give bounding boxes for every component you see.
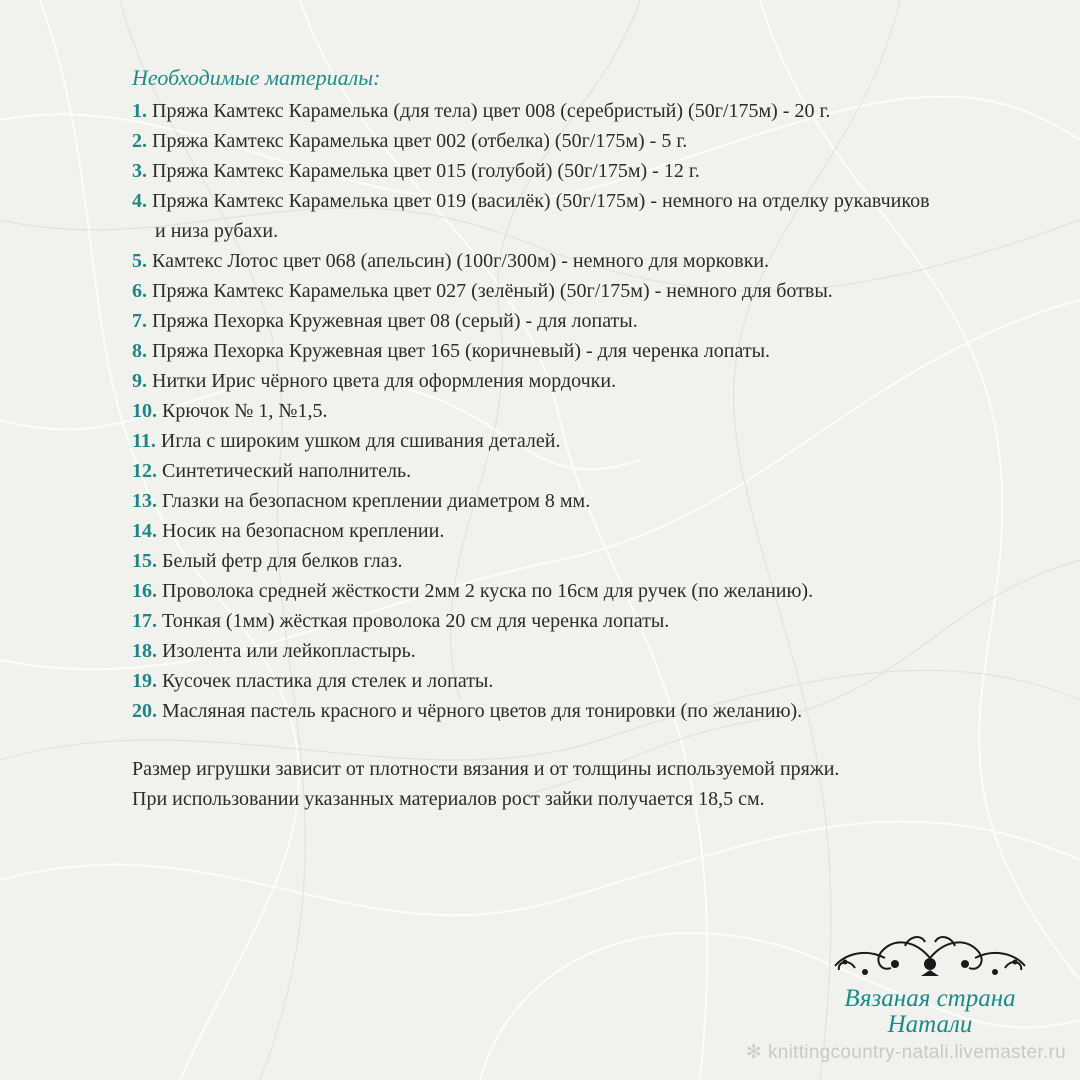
material-item-number: 15. bbox=[132, 550, 157, 572]
material-item bbox=[132, 696, 932, 726]
material-item-text: Пряжа Камтекс Карамелька (для тела) цвет 008 (серебристый) (50г/175м) - 20 г. bbox=[152, 100, 831, 122]
floral-ornament-icon bbox=[825, 928, 1035, 986]
material-item-number: 12. bbox=[132, 460, 157, 482]
material-item-text: Крючок № 1, №1,5. bbox=[162, 400, 328, 422]
material-item-text: Пряжа Камтекс Карамелька цвет 027 (зелёный) (50г/175м) - немного для ботвы. bbox=[152, 280, 833, 302]
material-item bbox=[132, 636, 932, 666]
material-item-text: Синтетический наполнитель. bbox=[162, 460, 412, 482]
material-item bbox=[132, 336, 932, 366]
material-item-text: Игла с широким ушком для сшивания деталей. bbox=[160, 430, 561, 452]
height-note: При использовании указанных материалов рост зайки получается 18,5 см. bbox=[132, 788, 765, 810]
material-item-number: 9. bbox=[132, 370, 147, 392]
material-item-text: Камтекс Лотос цвет 068 (апельсин) (100г/300м) - немного для морковки. bbox=[152, 250, 770, 272]
material-item-number: 11. bbox=[132, 430, 156, 452]
brand-logo bbox=[820, 928, 1040, 1046]
material-item-number: 2. bbox=[132, 130, 147, 152]
material-item-number: 5. bbox=[132, 250, 147, 272]
material-item-text: Глазки на безопасном креплении диаметром 8 мм. bbox=[162, 490, 591, 512]
materials-heading: Необходимые материалы: bbox=[132, 65, 381, 90]
material-item-text: Пряжа Камтекс Карамелька цвет 019 (василёк) (50г/175м) - немного на отделку рукавчиков и низа рубахи. bbox=[152, 190, 930, 242]
material-item-text: Тонкая (1мм) жёсткая проволока 20 см для черенка лопаты. bbox=[162, 610, 670, 632]
material-item-number: 20. bbox=[132, 700, 157, 722]
material-item-text: Кусочек пластика для стелек и лопаты. bbox=[162, 670, 494, 692]
material-item-text: Пряжа Камтекс Карамелька цвет 002 (отбелка) (50г/175м) - 5 г. bbox=[152, 130, 688, 152]
material-item bbox=[132, 666, 932, 696]
material-item-number: 13. bbox=[132, 490, 157, 512]
material-item-text: Изолента или лейкопластырь. bbox=[162, 640, 416, 662]
material-item bbox=[132, 426, 932, 456]
material-item bbox=[132, 546, 932, 576]
material-item bbox=[132, 516, 932, 546]
material-item-number: 19. bbox=[132, 670, 157, 692]
notes bbox=[132, 754, 892, 814]
material-item-number: 7. bbox=[132, 310, 147, 332]
brand-name-line2: Натали bbox=[887, 1011, 973, 1038]
material-item-text: Нитки Ирис чёрного цвета для оформления мордочки. bbox=[152, 370, 617, 392]
material-item-number: 16. bbox=[132, 580, 157, 602]
material-item-number: 4. bbox=[132, 190, 147, 212]
watermark-text: knittingcountry-natali.livemaster.ru bbox=[767, 1042, 1066, 1063]
material-item bbox=[132, 396, 932, 426]
material-item bbox=[132, 126, 932, 156]
material-item-number: 17. bbox=[132, 610, 157, 632]
material-item bbox=[132, 486, 932, 516]
material-item-number: 1. bbox=[132, 100, 147, 122]
snowflake-icon: ✻ bbox=[745, 1042, 762, 1063]
material-item bbox=[132, 576, 932, 606]
material-item bbox=[132, 186, 932, 246]
material-item-text: Пряжа Камтекс Карамелька цвет 015 (голубой) (50г/175м) - 12 г. bbox=[152, 160, 700, 182]
material-item-text: Пряжа Пехорка Кружевная цвет 165 (коричневый) - для черенка лопаты. bbox=[152, 340, 771, 362]
material-item-text: Носик на безопасном креплении. bbox=[162, 520, 445, 542]
material-item-number: 3. bbox=[132, 160, 147, 182]
material-item bbox=[132, 606, 932, 636]
material-item-number: 14. bbox=[132, 520, 157, 542]
material-item-text: Пряжа Пехорка Кружевная цвет 08 (серый) - для лопаты. bbox=[152, 310, 638, 332]
brand-name-line1: Вязаная страна bbox=[844, 985, 1016, 1012]
material-item bbox=[132, 456, 932, 486]
material-item-text: Белый фетр для белков глаз. bbox=[162, 550, 403, 572]
material-item bbox=[132, 156, 932, 186]
material-item bbox=[132, 306, 932, 336]
material-item-number: 6. bbox=[132, 280, 147, 302]
material-item bbox=[132, 96, 932, 126]
material-item-number: 10. bbox=[132, 400, 157, 422]
material-item-number: 8. bbox=[132, 340, 147, 362]
material-item bbox=[132, 246, 932, 276]
size-note: Размер игрушки зависит от плотности вязания и от толщины используемой пряжи. bbox=[132, 758, 840, 780]
material-item bbox=[132, 366, 932, 396]
materials-list bbox=[132, 96, 932, 726]
material-item-number: 18. bbox=[132, 640, 157, 662]
materials-section bbox=[132, 64, 932, 814]
material-item-text: Масляная пастель красного и чёрного цветов для тонировки (по желанию). bbox=[162, 700, 803, 722]
material-item bbox=[132, 276, 932, 306]
material-item-text: Проволока средней жёсткости 2мм 2 куска по 16см для ручек (по желанию). bbox=[162, 580, 814, 602]
watermark bbox=[746, 1041, 1066, 1064]
